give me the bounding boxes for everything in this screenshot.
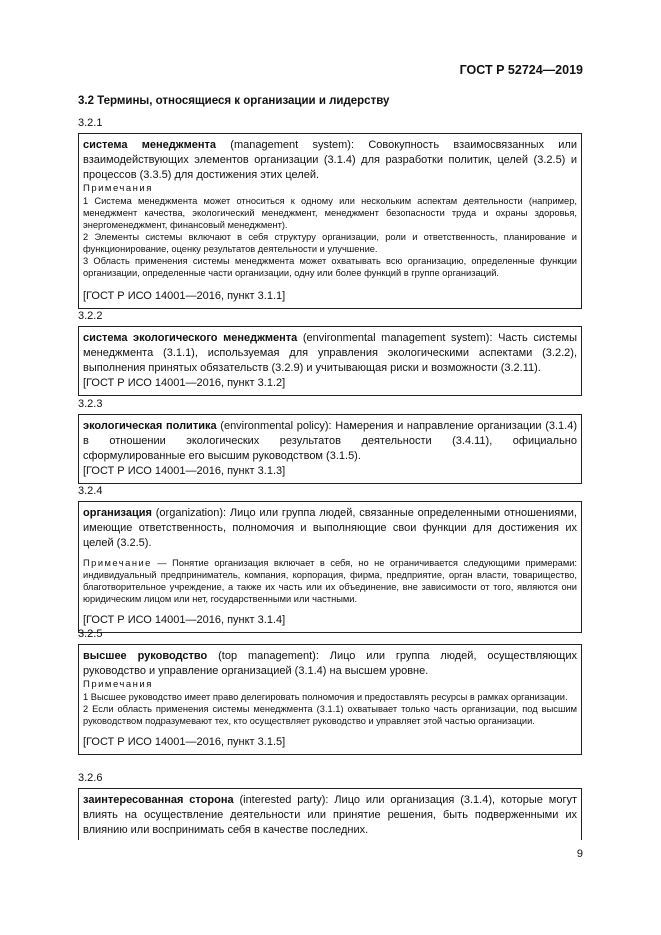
- source-reference: [ГОСТ Р ИСО 14001—2016, пункт 3.1.5]: [83, 736, 286, 748]
- definition: [83, 506, 577, 551]
- term: система экологического менеджмента: [83, 332, 298, 344]
- entry-number: 3.2.1: [78, 117, 103, 129]
- term-box: [78, 501, 582, 633]
- entry-number: 3.2.2: [78, 310, 103, 322]
- term-box: [78, 326, 582, 396]
- term: организация: [83, 507, 152, 519]
- term: заинтересованная сторона: [83, 794, 234, 806]
- definition-text: (top management): Лицо или группа людей, осуществляющих руководство и управление организацией (3.1.4) на высшем уровне.: [83, 650, 577, 677]
- term: высшее руководство: [83, 650, 208, 662]
- note: 2 Если область применения системы менеджмента (3.1.1) охватывает только часть организации, под высшим руководством подразумевают тех, кто осуществляет руководство и управляет этой частью организации.: [83, 704, 577, 726]
- section-title: 3.2 Термины, относящиеся к организации и лидерству: [78, 95, 390, 107]
- note: 2 Элементы системы включают в себя структуру организации, роли и ответственность, планирование и функционирование, оценку результатов деятельности и улучшение.: [83, 232, 577, 254]
- note: 1 Высшее руководство имеет право делегировать полномочия и предоставлять ресурсы в рамках организации.: [83, 692, 568, 702]
- definition: [83, 331, 577, 376]
- definition-text: (management system): Совокупность взаимосвязанных или взаимодействующих элементов организации (3.1.4) для разработки политик, целей (3.2.5) и процессов (3.3.5) для достижения этих целей.: [83, 139, 577, 181]
- definition: [83, 793, 577, 838]
- notes-header: Примечание: [83, 558, 152, 568]
- term-box: [78, 788, 582, 840]
- definition-text: (environmental policy): Намерения и направление организации (3.1.4) в отношении экологических результатов деятельности (3.4.11), официально сформулированные его высшим руководством (3.1.5).: [83, 420, 577, 462]
- entry-number: 3.2.3: [78, 398, 103, 410]
- definition: [83, 138, 577, 183]
- note-text: — Понятие организация включает в себя, но не ограничивается следующими примерами: индивидуальный предприниматель, компания, корпорация, фирма, предприятие, орган власти, товарищество, благотворительное учреждение, а также их часть или их объединение, вне зависимости от того, являются они юридическим лицом или нет, государственными или частными.: [83, 558, 577, 604]
- definition-text: (organization): Лицо или группа людей, связанные определенными отношениями, имеющие ответственность, полномочия и выполняющие свои функции для достижения их целей (3.2.5).: [83, 507, 577, 549]
- term-box: [78, 133, 582, 309]
- source-reference: [ГОСТ Р ИСО 14001—2016, пункт 3.1.4]: [83, 614, 286, 626]
- document-id: ГОСТ Р 52724—2019: [459, 63, 583, 77]
- entry-number: 3.2.4: [78, 485, 103, 497]
- page-number: 9: [576, 848, 583, 860]
- entry-number: 3.2.5: [78, 628, 103, 640]
- notes-header: Примечания: [83, 183, 153, 194]
- definition: [83, 649, 577, 679]
- term-box: [78, 644, 582, 755]
- note: 3 Область применения системы менеджмента может охватывать всю организацию, определенные функции организации, определенные части организации, одну или более функций в группе организаций.: [83, 256, 577, 278]
- definition-text: (interested party): Лицо или организация (3.1.4), которые могут влиять на осуществление деятельности или принятие решения, быть подверженными их влиянию или воспринимать себя в качестве последних.: [83, 794, 577, 836]
- source-reference: [ГОСТ Р ИСО 14001—2016, пункт 3.1.3]: [83, 465, 286, 477]
- entry-number: 3.2.6: [78, 772, 103, 784]
- definition: [83, 419, 577, 464]
- source-reference: [ГОСТ Р ИСО 14001—2016, пункт 3.1.2]: [83, 377, 286, 389]
- term: экологическая политика: [83, 420, 217, 432]
- notes-header: Примечания: [83, 679, 153, 690]
- source-reference: [ГОСТ Р ИСО 14001—2016, пункт 3.1.1]: [83, 290, 286, 302]
- note: [83, 557, 577, 605]
- note: 1 Система менеджмента может относиться к одному или нескольким аспектам деятельности (например, менеджмент качества, экологический менеджмент, менеджмент безопасности труда и охраны здоровья, энергоменеджмент, финансовый менеджмент).: [83, 196, 577, 230]
- definition-text: (environmental management system): Часть системы менеджмента (3.1.1), используемая для управления экологическими аспектами (3.2.2), выполнения принятых обязательств (3.2.9) и учитывающая риски и возможности (3.2.11).: [83, 332, 577, 374]
- term: система менеджмента: [83, 139, 216, 151]
- term-box: [78, 414, 582, 484]
